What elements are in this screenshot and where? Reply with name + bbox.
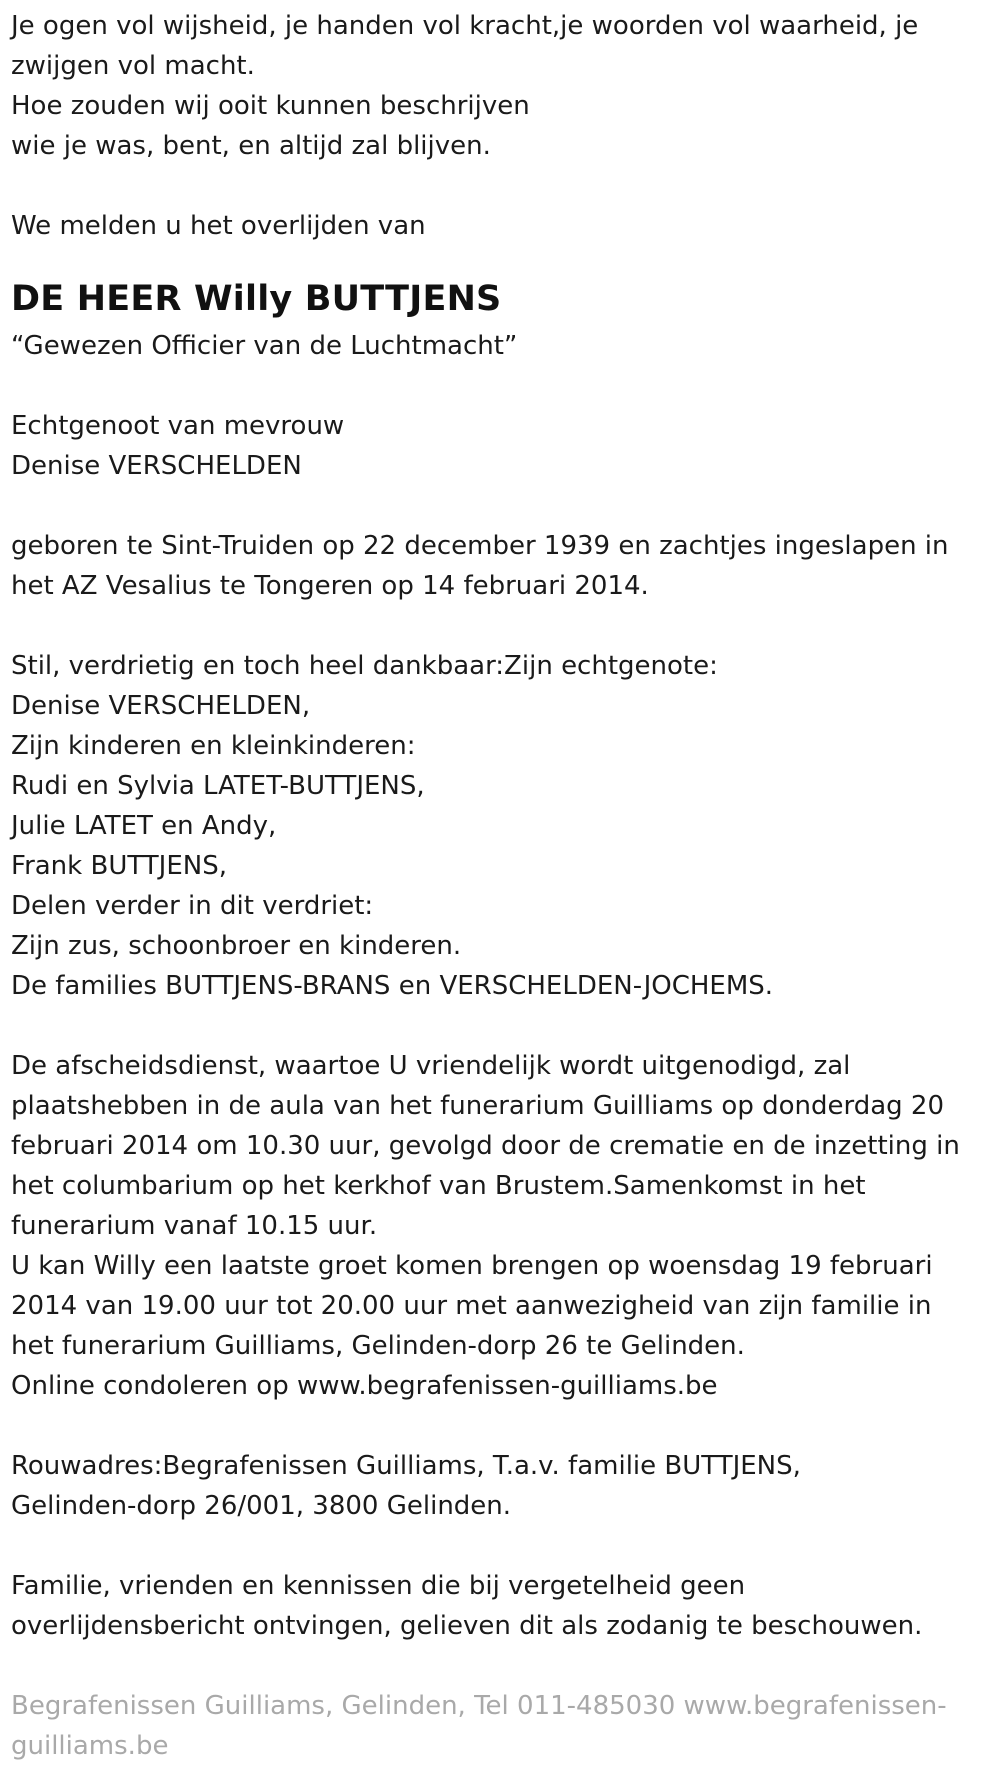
family-line: Delen verder in dit verdriet: (11, 891, 374, 921)
closing-section (11, 1566, 990, 1646)
family-line: Zijn zus, schoonbroer en kinderen. (11, 931, 462, 961)
address-line: Rouwadres:Begrafenissen Guilliams, T.a.v. familie BUTTJENS, (11, 1451, 801, 1481)
birth-death-line: het AZ Vesalius te Tongeren op 14 februari 2014. (11, 571, 649, 601)
poem-section (11, 6, 990, 166)
poem-line: zwijgen vol macht. (11, 51, 255, 81)
birth-death-line: geboren te Sint-Truiden op 22 december 1939 en zachtjes ingeslapen in (11, 531, 949, 561)
poem-line: Hoe zouden wij ooit kunnen beschrijven (11, 91, 530, 121)
service-section (11, 1046, 990, 1406)
spouse-line: Echtgenoot van mevrouw (11, 411, 345, 441)
family-line: Stil, verdrietig en toch heel dankbaar:Zijn echtgenote: (11, 651, 718, 681)
footer-section (11, 1686, 990, 1766)
family-section (11, 646, 990, 1006)
closing-line: Familie, vrienden en kennissen die bij vergetelheid geen (11, 1571, 746, 1601)
address-line: Gelinden-dorp 26/001, 3800 Gelinden. (11, 1491, 512, 1521)
service-line: U kan Willy een laatste groet komen brengen op woensdag 19 februari (11, 1251, 933, 1281)
spouse-section (11, 406, 990, 486)
family-line: Julie LATET en Andy, (11, 811, 277, 841)
family-line: Denise VERSCHELDEN, (11, 691, 311, 721)
closing-line: overlijdensbericht ontvingen, gelieven dit als zodanig te beschouwen. (11, 1611, 923, 1641)
service-line: funerarium vanaf 10.15 uur. (11, 1211, 378, 1241)
footer-line: Begrafenissen Guilliams, Gelinden, Tel 011-485030 www.begrafenissen- (11, 1691, 947, 1721)
service-line: De afscheidsdienst, waartoe U vriendelijk wordt uitgenodigd, zal (11, 1051, 851, 1081)
announcement-text: We melden u het overlijden van (11, 211, 426, 241)
deceased-section (11, 272, 990, 366)
service-line: februari 2014 om 10.30 uur, gevolgd door de crematie en de inzetting in (11, 1131, 960, 1161)
family-line: De families BUTTJENS-BRANS en VERSCHELDEN-JOCHEMS. (11, 971, 774, 1001)
spouse-line: Denise VERSCHELDEN (11, 451, 302, 481)
deceased-name: DE HEER Willy BUTTJENS (11, 279, 502, 319)
service-line: Online condoleren op www.begrafenissen-guilliams.be (11, 1371, 718, 1401)
family-line: Zijn kinderen en kleinkinderen: (11, 731, 416, 761)
family-line: Rudi en Sylvia LATET-BUTTJENS, (11, 771, 425, 801)
service-line: het columbarium op het kerkhof van Brustem.Samenkomst in het (11, 1171, 866, 1201)
poem-line: Je ogen vol wijsheid, je handen vol kracht,je woorden vol waarheid, je (11, 11, 919, 41)
service-line: het funerarium Guilliams, Gelinden-dorp 26 te Gelinden. (11, 1331, 745, 1361)
service-line: 2014 van 19.00 uur tot 20.00 uur met aanwezigheid van zijn familie in (11, 1291, 932, 1321)
birth-death-section (11, 526, 990, 606)
poem-line: wie je was, bent, en altijd zal blijven. (11, 131, 491, 161)
footer-line: guilliams.be (11, 1731, 169, 1761)
address-section (11, 1446, 990, 1526)
service-line: plaatshebben in de aula van het funerarium Guilliams op donderdag 20 (11, 1091, 945, 1121)
family-line: Frank BUTTJENS, (11, 851, 227, 881)
deceased-title: “Gewezen Officier van de Luchtmacht” (11, 331, 518, 361)
